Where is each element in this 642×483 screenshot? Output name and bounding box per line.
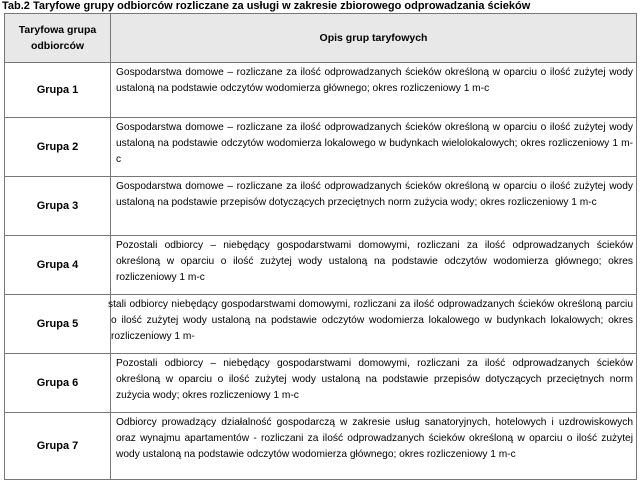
- group-cell: Grupa 7: [5, 413, 111, 480]
- table-caption: Tab.2 Taryfowe grupy odbiorców rozliczane za usługi w zakresie zbiorowego odprowadzania ścieków: [2, 0, 531, 12]
- table-row: [5, 236, 637, 295]
- description-cell: Pozostali odbiorcy – niebędący gospodarstwami domowymi, rozliczani za ilość odprowadzanych ścieków określoną w oparciu o ilość zużytej wody ustaloną na podstawie odczytów wodomierza głównego; okres rozliczeniowy 1 m-c: [111, 236, 637, 295]
- group-cell: Grupa 4: [5, 236, 111, 295]
- table-row: [5, 118, 637, 177]
- group-cell: Grupa 2: [5, 118, 111, 177]
- group-cell: Grupa 5: [5, 295, 111, 354]
- table-row: [5, 295, 637, 354]
- description-cell: stali odbiorcy niebędący gospodarstwami domowymi, rozliczani za ilość odprowadzanych ścieków określoną parciu o ilość zużytej wody ustaloną na podstawie odczytów wodomierza lokalowego w budynkach lokalowych; okres rozliczeniowy 1 m-: [111, 295, 637, 354]
- description-cell: Gospodarstwa domowe – rozliczane za ilość odprowadzanych ścieków określoną w oparciu o ilość zużytej wody ustaloną na podstawie przepisów dotyczących przeciętnych norm zużycia wody; okres rozliczeniowy 1 m-c: [111, 177, 637, 236]
- table-row: [5, 413, 637, 480]
- table-row: [5, 63, 637, 118]
- table-row: [5, 177, 637, 236]
- group-cell: Grupa 1: [5, 63, 111, 118]
- description-cell: Gospodarstwa domowe – rozliczane za ilość odprowadzanych ścieków określoną w oparciu o ilość zużytej wody ustaloną na podstawie odczytów wodomierza głównego; okres rozliczeniowy 1 m-c: [111, 63, 637, 118]
- group-cell: Grupa 3: [5, 177, 111, 236]
- column-header-description: Opis grup taryfowych: [111, 14, 637, 63]
- description-cell: Gospodarstwa domowe – rozliczane za ilość odprowadzanych ścieków określoną w oparciu o ilość zużytej wody ustaloną na podstawie odczytów wodomierza lokalowego w budynkach wielolokalowych; okres rozliczeniowy 1 m-c: [111, 118, 637, 177]
- group-cell: Grupa 6: [5, 354, 111, 413]
- column-header-group: Taryfowa grupa odbiorców: [5, 14, 111, 63]
- table-row: [5, 354, 637, 413]
- tariff-groups-table: [4, 13, 637, 480]
- description-cell: Pozostali odbiorcy – niebędący gospodarstwami domowymi, rozliczani za ilość odprowadzanych ścieków określoną w oparciu o ilość zużytej wody ustaloną na podstawie przepisów dotyczących przeciętnych norm zużycia wody; okres rozliczeniowy 1 m-c: [111, 354, 637, 413]
- table-header-row: [5, 14, 637, 63]
- description-cell: Odbiorcy prowadzący działalność gospodarczą w zakresie usług sanatoryjnych, hotelowych i uzdrowiskowych oraz wynajmu apartamentów - rozliczani za ilość odprowadzanych ścieków określoną w oparciu o ilość zużytej wody ustaloną na podstawie odczytów wodomierza głównego; okres rozliczeniowy 1 m-c: [111, 413, 637, 480]
